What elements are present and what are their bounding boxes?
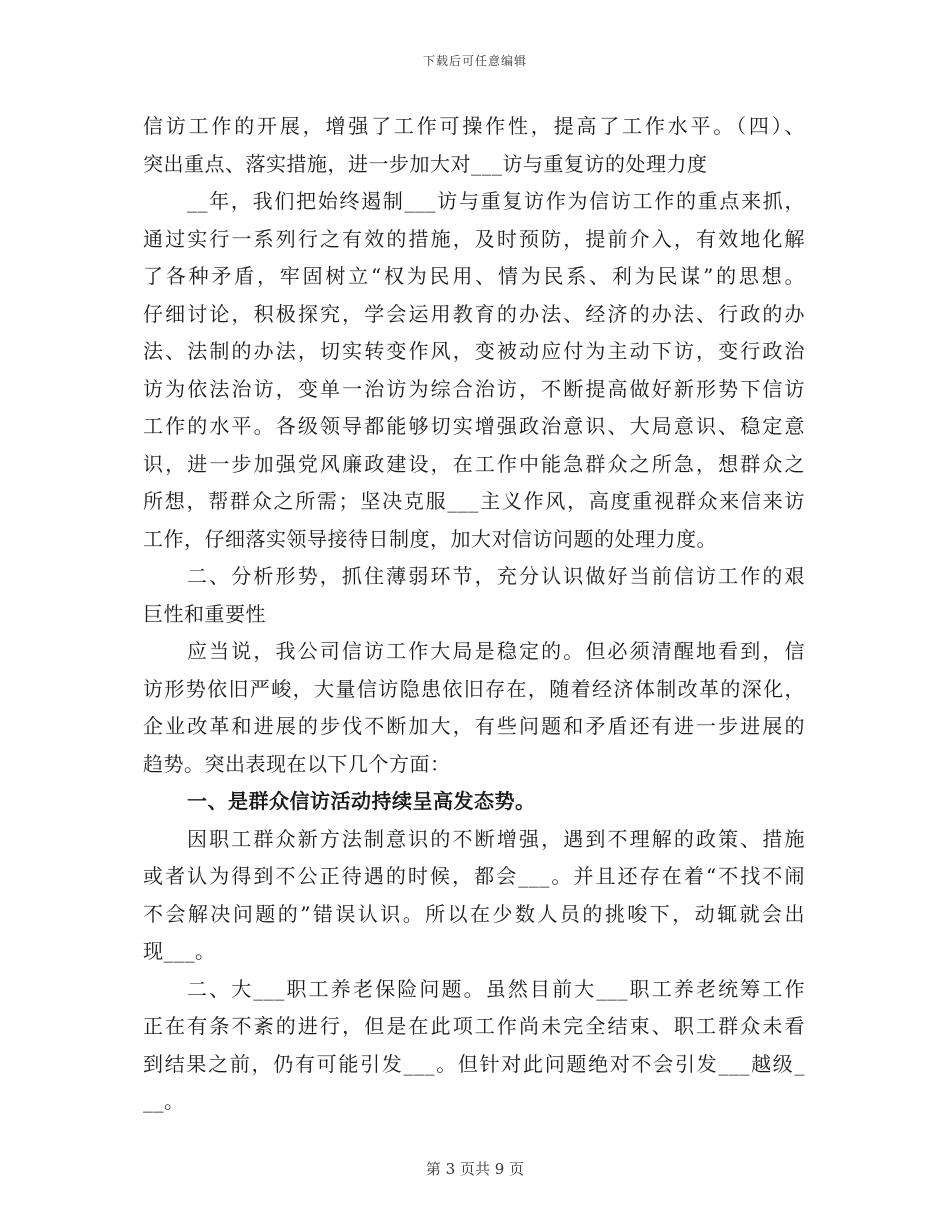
text-line: 访形势依旧严峻，大量信访隐患依旧存在，随着经济体制改革的深化，	[143, 676, 805, 701]
section-heading-line: 巨性和重要性	[143, 601, 266, 626]
text-line: 到结果之前，仍有可能引发___。但针对此问题绝对不会引发___越级_	[143, 1051, 805, 1076]
bold-subheading: 一、是群众信访活动持续呈高发态势。	[187, 789, 536, 813]
text-line: 趋势。突出表现在以下几个方面：	[143, 751, 451, 776]
text-line: 通过实行一系列行之有效的措施，及时预防，提前介入，有效地化解	[143, 226, 805, 251]
text-line: 正在有条不紊的进行，但是在此项工作尚未完全结束、职工群众未看	[143, 1014, 805, 1038]
text-line: 了各种矛盾，牢固树立“权为民用、情为民系、利为民谋”的思想。	[143, 264, 805, 288]
text-line: 识，进一步加强党风廉政建设，在工作中能急群众之所急，想群众之	[143, 451, 805, 476]
text-line: __年，我们把始终遏制___访与重复访作为信访工作的重点来抓，	[187, 189, 805, 213]
document-body	[143, 108, 805, 1121]
page-footer: 第 3 页共 9 页	[425, 1160, 525, 1178]
text-line: 工作的水平。各级领导都能够切实增强政治意识、大局意识、稳定意	[143, 414, 805, 438]
text-line: 不会解决问题的”错误认识。所以在少数人员的挑唆下，动辄就会出	[143, 901, 805, 926]
text-line: 所想，帮群众之所需；坚决克服___主义作风，高度重视群众来信来访	[143, 489, 805, 513]
text-line: 应当说，我公司信访工作大局是稳定的。但必须清醒地看到，信	[187, 639, 805, 663]
text-line: 仔细讨论，积极探究，学会运用教育的办法、经济的办法、行政的办	[143, 301, 805, 326]
text-line: 或者认为得到不公正待遇的时候，都会___。并且还存在着“不找不闹	[143, 864, 805, 888]
text-line: 因职工群众新方法制意识的不断增强，遇到不理解的政策、措施	[187, 826, 805, 851]
text-line: 工作，仔细落实领导接待日制度，加大对信访问题的处理力度。	[143, 526, 717, 551]
text-line: 访为依法治访，变单一治访为综合治访，不断提高做好新形势下信访	[143, 376, 805, 401]
text-line: 突出重点、落实措施，进一步加大对___访与重复访的处理力度	[143, 151, 708, 176]
text-line: __。	[143, 1089, 185, 1113]
text-line: 现___。	[143, 939, 216, 963]
text-line: 二、大___职工养老保险问题。虽然目前大___职工养老统筹工作	[187, 976, 805, 1001]
text-line: 信访工作的开展，增强了工作可操作性，提高了工作水平。（四）、	[143, 114, 805, 138]
text-line: 企业改革和进展的步伐不断加大，有些问题和矛盾还有进一步进展的	[143, 714, 805, 738]
page-header: 下载后可任意编辑	[422, 54, 527, 68]
text-line: 法、法制的办法，切实转变作风，变被动应付为主动下访，变行政治	[143, 339, 805, 363]
section-heading-line: 二、分析形势，抓住薄弱环节，充分认识做好当前信访工作的艰	[187, 564, 805, 588]
